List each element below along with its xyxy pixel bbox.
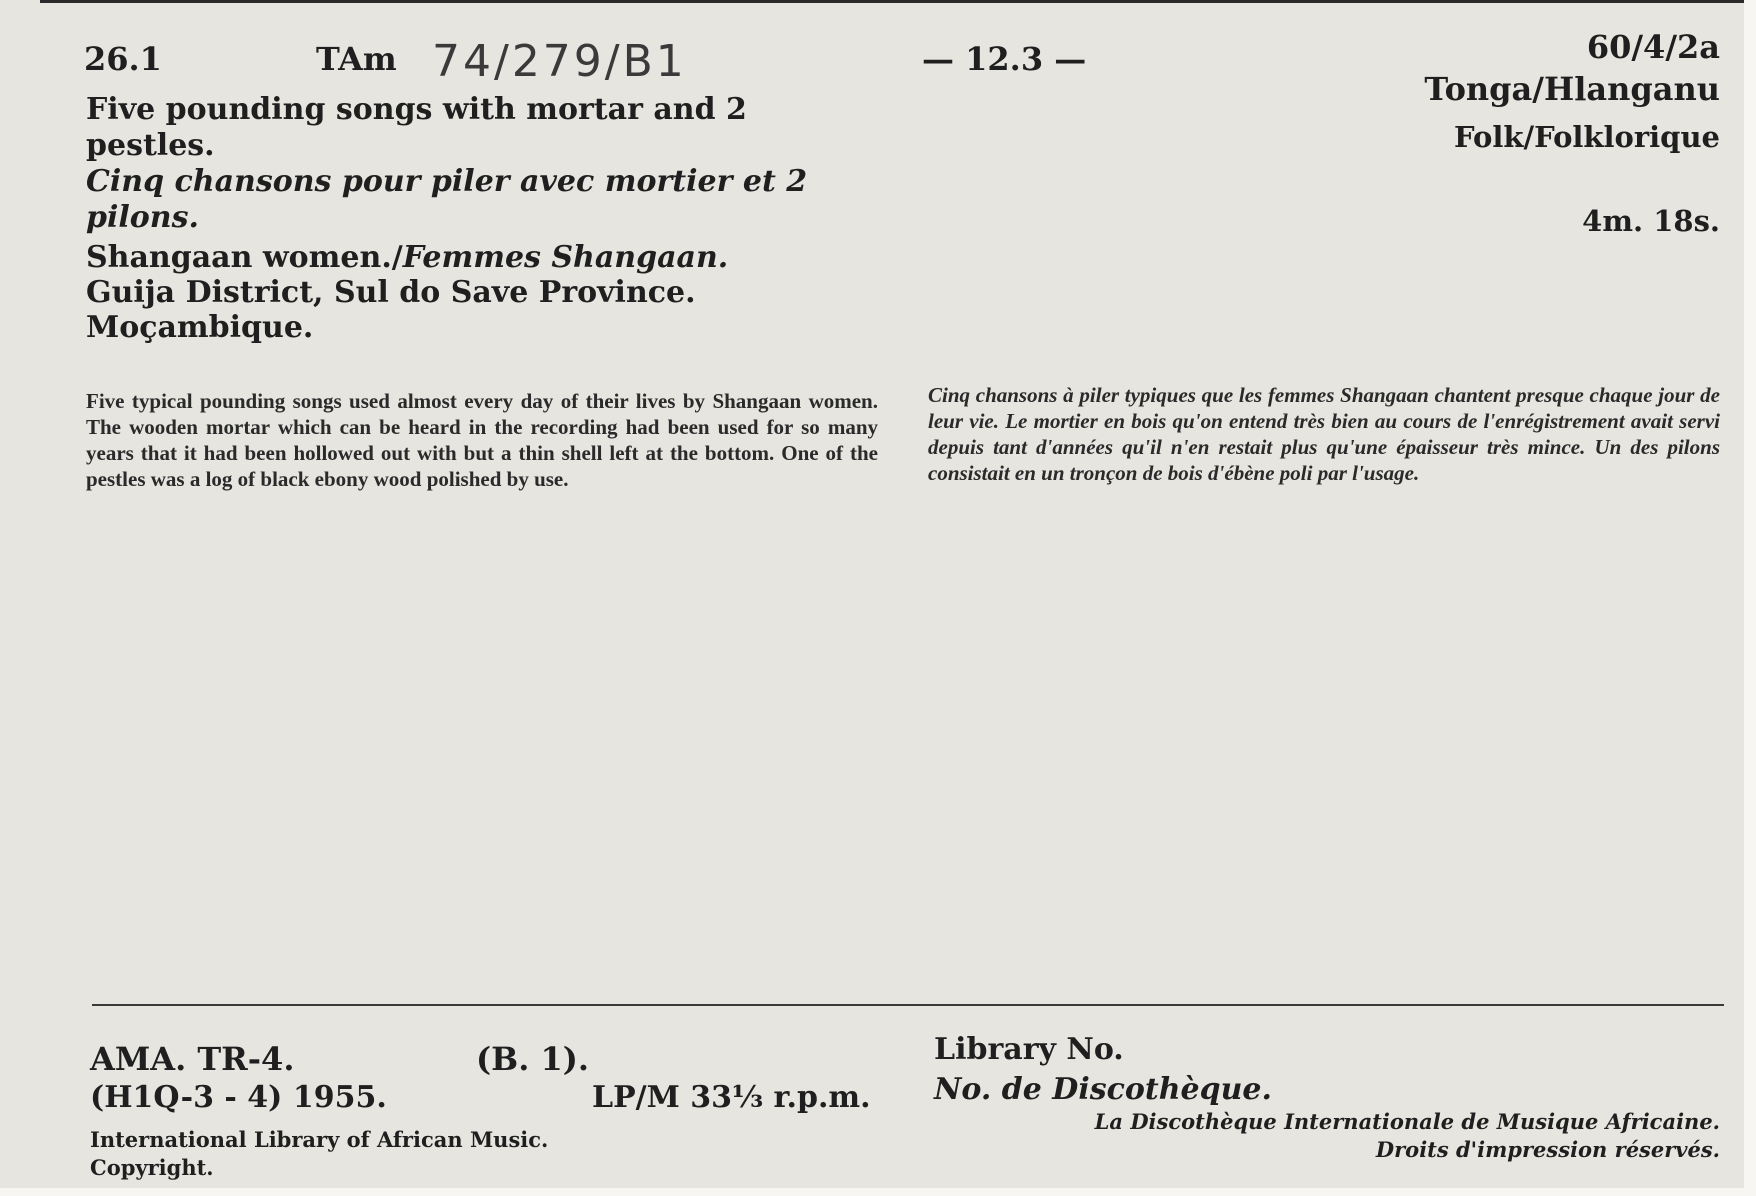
copyright: Copyright. — [90, 1155, 214, 1180]
library-english — [90, 1126, 690, 1182]
performers-country: Moçambique. — [86, 310, 314, 345]
performers-french: Femmes Shangaan. — [402, 240, 729, 275]
performers — [86, 240, 728, 345]
title-french: Cinq chansons pour piler avec mortier et 2 pilons. — [86, 164, 808, 235]
description-english: Five typical pounding songs used almost every day of their lives by Shangaan women. The wooden mortar which can be heard in the recording had been used for so many years that it had been hollowed out with but a thin shell left at the bottom. One of the pestles was a log of black ebony wood polished by use. — [86, 389, 878, 491]
label-code: AMA. TR-4. — [90, 1040, 295, 1078]
performers-line1 — [86, 240, 728, 275]
library-name-french: La Discothèque Internationale de Musique Africaine. — [1094, 1109, 1720, 1134]
handwritten-code: 74/279/B1 — [432, 36, 687, 87]
performers-location: Guija District, Sul do Save Province. — [86, 275, 696, 310]
library-french — [1095, 1108, 1720, 1164]
library-name: International Library of African Music. — [90, 1127, 549, 1152]
rights-reserved: Droits d'impression réservés. — [1375, 1137, 1720, 1162]
record-format: LP/M 33⅓ r.p.m. — [592, 1080, 871, 1115]
library-no-french: No. de Discothèque. — [934, 1072, 1272, 1107]
side-number: (B. 1). — [476, 1040, 590, 1078]
language: Tonga/Hlanganu — [1424, 70, 1720, 108]
library-no-label: Library No. — [934, 1032, 1124, 1067]
card-index: 26.1 — [84, 40, 162, 78]
footer-rule — [92, 1004, 1724, 1006]
top-rule — [40, 0, 1756, 9]
center-number: — 12.3 — — [922, 40, 1087, 78]
right-edge — [1744, 0, 1756, 1196]
title-english: Five pounding songs with mortar and 2 pestles. — [86, 92, 747, 163]
bottom-edge — [0, 1188, 1756, 1196]
genre: Folk/Folklorique — [1454, 120, 1720, 154]
performers-english: Shangaan women./ — [86, 240, 403, 275]
description-french: Cinq chansons à piler typiques que les femmes Shangaan chantent presque chaque jour de leur vie. Le mortier en bois qu'on entend très bien au cours de l'enrégistrement avait servi depuis tant d'années qu'il n'en restait plus qu'une épaisseur très mince. Un des pilons consistait en un tronçon de bois d'ébène poli par l'usage. — [928, 383, 1720, 485]
classification: 60/4/2a — [1586, 28, 1720, 66]
code-prefix: TAm — [316, 40, 397, 78]
duration: 4m. 18s. — [1582, 204, 1720, 238]
matrix-year: (H1Q-3 - 4) 1955. — [90, 1080, 387, 1115]
